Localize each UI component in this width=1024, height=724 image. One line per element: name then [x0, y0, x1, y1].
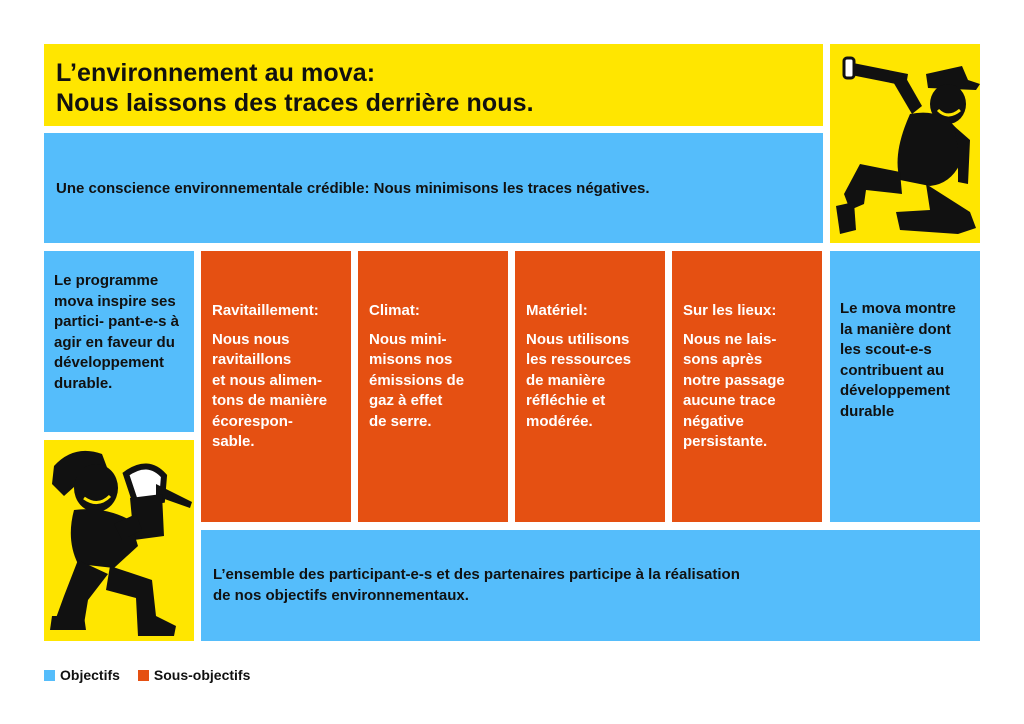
right-goal-text: Le mova montre la manière dont les scout-e-s contribuent au développement durable: [840, 300, 956, 420]
legend-label-sous-objectifs: Sous-objectifs: [153, 667, 251, 683]
sub-goal-body: Nous ne lais- sons après notre passage aucune trace négative persistante.: [683, 330, 785, 450]
sub-goal-heading: Climat:: [369, 302, 420, 319]
left-goal-box: [44, 251, 194, 432]
sub-goal-sur-les-lieux: [672, 251, 822, 522]
sub-goal-body: Nous utilisons les ressources de manière réfléchie et modérée.: [526, 330, 632, 430]
sub-goal-ravitaillement: [201, 251, 351, 522]
sub-goal-heading: Ravitaillement:: [212, 302, 319, 319]
sub-goal-heading: Sur les lieux:: [683, 302, 777, 319]
title-line-1: L’environnement au mova:: [56, 59, 376, 87]
left-goal-text: Le programme mova inspire ses partici- pant-e-s à agir en faveur du développement durable.: [54, 272, 180, 392]
sub-goal-body: Nous nous ravitaillons et nous alimen- tons de manière écorespon- sable.: [212, 330, 328, 450]
sub-goal-heading: Matériel:: [526, 302, 588, 319]
title-box: [44, 44, 823, 126]
main-goal-box: [44, 133, 823, 243]
main-goal-text: Une conscience environnementale crédible: Nous minimisons les traces négatives.: [56, 179, 650, 197]
telescope-scout-graphic: [830, 44, 980, 243]
sub-goal-materiel: [515, 251, 665, 522]
scout-with-telescope-icon: [830, 44, 980, 243]
legend: [44, 667, 268, 683]
sub-goal-body: Nous mini- misons nos émissions de gaz à effet de serre.: [369, 330, 465, 430]
title-line-2: Nous laissons des traces derrière nous.: [56, 89, 534, 117]
sub-goal-climat: [358, 251, 508, 522]
blue-swatch-icon: [44, 670, 55, 681]
legend-item-objectifs: [44, 667, 120, 683]
scout-with-watering-can-icon: [44, 440, 194, 641]
legend-label-objectifs: Objectifs: [60, 667, 120, 683]
bottom-goal-line-1: L’ensemble des participant-e-s et des partenaires participe à la réalisation: [213, 566, 740, 583]
bottom-goal-box: [201, 530, 980, 641]
watering-can-scout-graphic: [44, 440, 194, 641]
bottom-goal-line-2: de nos objectifs environnementaux.: [213, 586, 469, 604]
orange-swatch-icon: [138, 670, 149, 681]
right-goal-box: [830, 251, 980, 522]
legend-item-sous-objectifs: [138, 667, 250, 683]
